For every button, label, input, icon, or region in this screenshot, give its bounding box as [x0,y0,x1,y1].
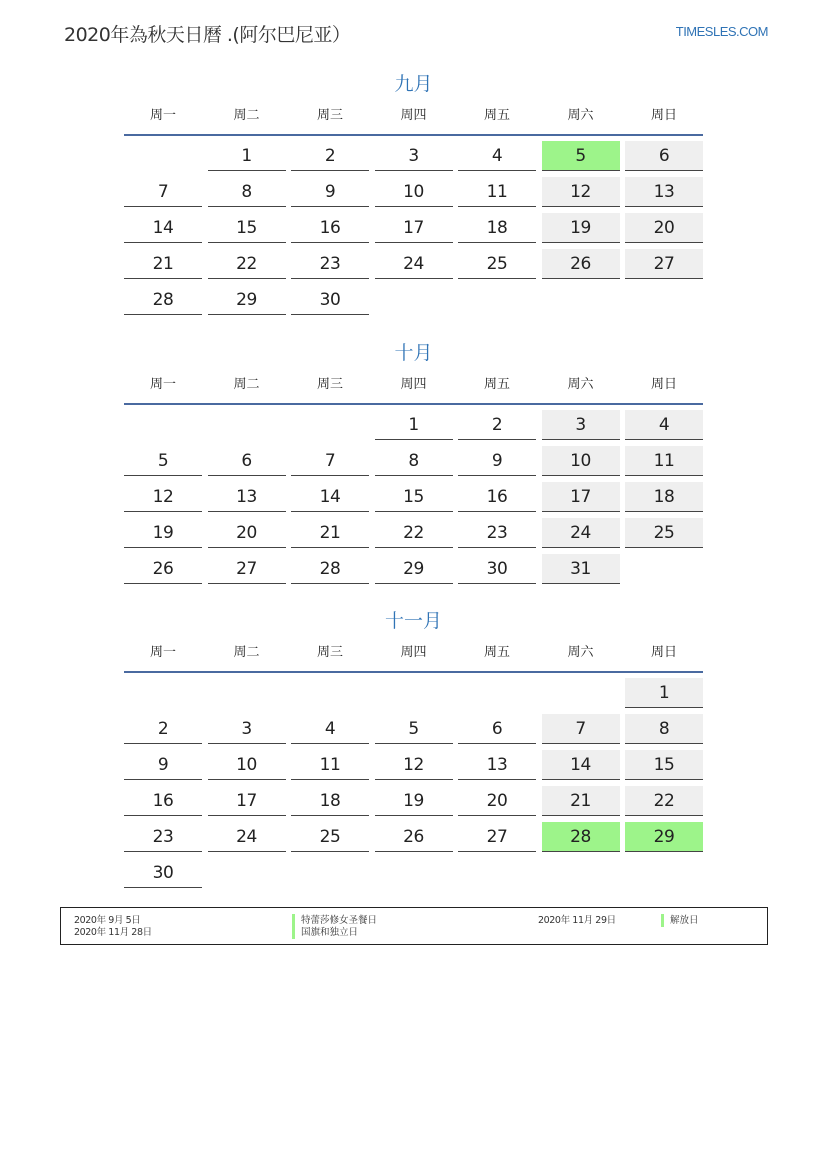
day-cell: 1 [375,410,453,440]
day-cell: 16 [291,213,369,243]
weekday-header [124,641,703,665]
weekday-label: 周一 [149,377,176,392]
day-cell: 30 [291,285,369,315]
day-cell: 17 [375,213,453,243]
day-cell: 22 [208,249,286,279]
day-cell: 13 [625,177,703,207]
day-cell: 9 [458,446,536,476]
day-cell: 24 [542,518,620,548]
empty-day-cell [291,410,369,440]
month-title: 九月 [394,73,433,95]
day-grid [124,141,703,321]
day-cell: 12 [375,750,453,780]
day-cell: 6 [458,714,536,744]
weekday-label: 周六 [567,377,594,392]
day-cell: 21 [542,786,620,816]
day-cell: 6 [625,141,703,171]
week-row [124,285,703,321]
day-cell: 7 [542,714,620,744]
day-cell: 3 [208,714,286,744]
day-cell: 27 [458,822,536,852]
day-cell: 7 [291,446,369,476]
day-cell: 12 [124,482,202,512]
empty-day-cell [542,858,620,888]
weekday-label: 周四 [400,108,427,123]
day-cell: 1 [208,141,286,171]
weekday-label: 周二 [233,108,260,123]
week-row [124,750,703,786]
month-title: 十月 [394,342,433,364]
weekday-label: 周二 [233,377,260,392]
day-cell: 8 [625,714,703,744]
day-cell: 4 [458,141,536,171]
day-cell: 4 [625,410,703,440]
empty-day-cell [208,858,286,888]
day-cell: 24 [375,249,453,279]
day-cell: 6 [208,446,286,476]
day-cell: 23 [291,249,369,279]
empty-day-cell [375,285,453,315]
header-divider [124,671,703,673]
weekday-label: 周日 [650,377,677,392]
holiday-day-cell: 28 [542,822,620,852]
day-cell: 28 [291,554,369,584]
empty-day-cell [375,858,453,888]
day-cell: 25 [625,518,703,548]
empty-day-cell [625,858,703,888]
week-row [124,554,703,590]
day-cell: 31 [542,554,620,584]
weekday-label: 周五 [483,377,510,392]
weekday-label: 周三 [316,108,343,123]
day-cell: 23 [458,518,536,548]
day-grid [124,678,703,894]
day-cell: 16 [458,482,536,512]
day-cell: 27 [208,554,286,584]
day-cell: 14 [124,213,202,243]
day-cell: 15 [375,482,453,512]
legend-holiday-name: 特蕾莎修女圣餐日 [292,914,377,927]
holiday-day-cell: 29 [625,822,703,852]
day-cell: 3 [542,410,620,440]
empty-day-cell [625,285,703,315]
day-cell: 29 [208,285,286,315]
legend-holiday-name: 国旗和独立日 [292,926,358,939]
weekday-label: 周一 [149,645,176,660]
month-october [124,339,703,590]
day-cell: 19 [542,213,620,243]
day-cell: 30 [124,858,202,888]
empty-day-cell [208,410,286,440]
weekday-label: 周四 [400,645,427,660]
legend-date: 2020年 11月 29日 [538,915,616,926]
day-cell: 26 [124,554,202,584]
day-cell: 19 [124,518,202,548]
weekday-label: 周四 [400,377,427,392]
day-cell: 10 [375,177,453,207]
day-cell: 17 [542,482,620,512]
day-cell: 14 [291,482,369,512]
empty-day-cell [458,858,536,888]
header-divider [124,403,703,405]
week-row [124,141,703,177]
day-cell: 14 [542,750,620,780]
weekday-label: 周日 [650,645,677,660]
weekday-label: 周一 [149,108,176,123]
empty-day-cell [124,410,202,440]
day-cell: 26 [375,822,453,852]
day-cell: 21 [124,249,202,279]
day-cell: 10 [542,446,620,476]
holiday-day-cell: 5 [542,141,620,171]
week-row [124,678,703,714]
day-cell: 11 [458,177,536,207]
week-row [124,213,703,249]
day-cell: 8 [208,177,286,207]
day-cell: 18 [458,213,536,243]
day-cell: 19 [375,786,453,816]
day-cell: 11 [291,750,369,780]
day-cell: 9 [291,177,369,207]
week-row [124,786,703,822]
day-cell: 11 [625,446,703,476]
weekday-label: 周二 [233,645,260,660]
day-cell: 25 [291,822,369,852]
holiday-legend [60,907,768,945]
empty-day-cell [542,678,620,708]
day-cell: 2 [458,410,536,440]
day-cell: 18 [291,786,369,816]
day-cell: 25 [458,249,536,279]
day-cell: 17 [208,786,286,816]
week-row [124,177,703,213]
legend-date: 2020年 9月 5日 [74,915,141,926]
empty-day-cell [124,141,202,171]
day-cell: 13 [458,750,536,780]
day-cell: 24 [208,822,286,852]
day-grid [124,410,703,590]
weekday-header [124,104,703,128]
day-cell: 1 [625,678,703,708]
day-cell: 27 [625,249,703,279]
site-link[interactable]: TIMESLES.COM [675,24,768,39]
empty-day-cell [542,285,620,315]
week-row [124,822,703,858]
day-cell: 10 [208,750,286,780]
weekday-label: 周三 [316,645,343,660]
day-cell: 4 [291,714,369,744]
day-cell: 8 [375,446,453,476]
day-cell: 2 [124,714,202,744]
weekday-label: 周五 [483,108,510,123]
day-cell: 18 [625,482,703,512]
day-cell: 7 [124,177,202,207]
weekday-label: 周五 [483,645,510,660]
empty-day-cell [625,554,703,584]
month-title: 十一月 [384,610,442,632]
month-september [124,70,703,321]
weekday-label: 周六 [567,108,594,123]
empty-day-cell [291,678,369,708]
month-november [124,607,703,894]
weekday-label: 周三 [316,377,343,392]
day-cell: 16 [124,786,202,816]
header-divider [124,134,703,136]
empty-day-cell [375,678,453,708]
empty-day-cell [458,285,536,315]
day-cell: 15 [208,213,286,243]
page-title: 2020年為秋天日曆 .(阿尔巴尼亚） [64,24,351,46]
day-cell: 20 [625,213,703,243]
day-cell: 22 [375,518,453,548]
day-cell: 5 [375,714,453,744]
day-cell: 13 [208,482,286,512]
day-cell: 30 [458,554,536,584]
empty-day-cell [458,678,536,708]
day-cell: 21 [291,518,369,548]
week-row [124,446,703,482]
day-cell: 15 [625,750,703,780]
day-cell: 12 [542,177,620,207]
day-cell: 20 [208,518,286,548]
day-cell: 28 [124,285,202,315]
week-row [124,482,703,518]
empty-day-cell [124,678,202,708]
legend-holiday-name: 解放日 [661,914,699,927]
day-cell: 20 [458,786,536,816]
day-cell: 3 [375,141,453,171]
day-cell: 22 [625,786,703,816]
day-cell: 23 [124,822,202,852]
day-cell: 26 [542,249,620,279]
legend-date: 2020年 11月 28日 [74,927,152,938]
weekday-label: 周日 [650,108,677,123]
day-cell: 29 [375,554,453,584]
empty-day-cell [208,678,286,708]
week-row [124,410,703,446]
weekday-header [124,373,703,397]
week-row [124,714,703,750]
week-row [124,249,703,285]
week-row [124,518,703,554]
weekday-label: 周六 [567,645,594,660]
day-cell: 9 [124,750,202,780]
empty-day-cell [291,858,369,888]
day-cell: 2 [291,141,369,171]
day-cell: 5 [124,446,202,476]
week-row [124,858,703,894]
